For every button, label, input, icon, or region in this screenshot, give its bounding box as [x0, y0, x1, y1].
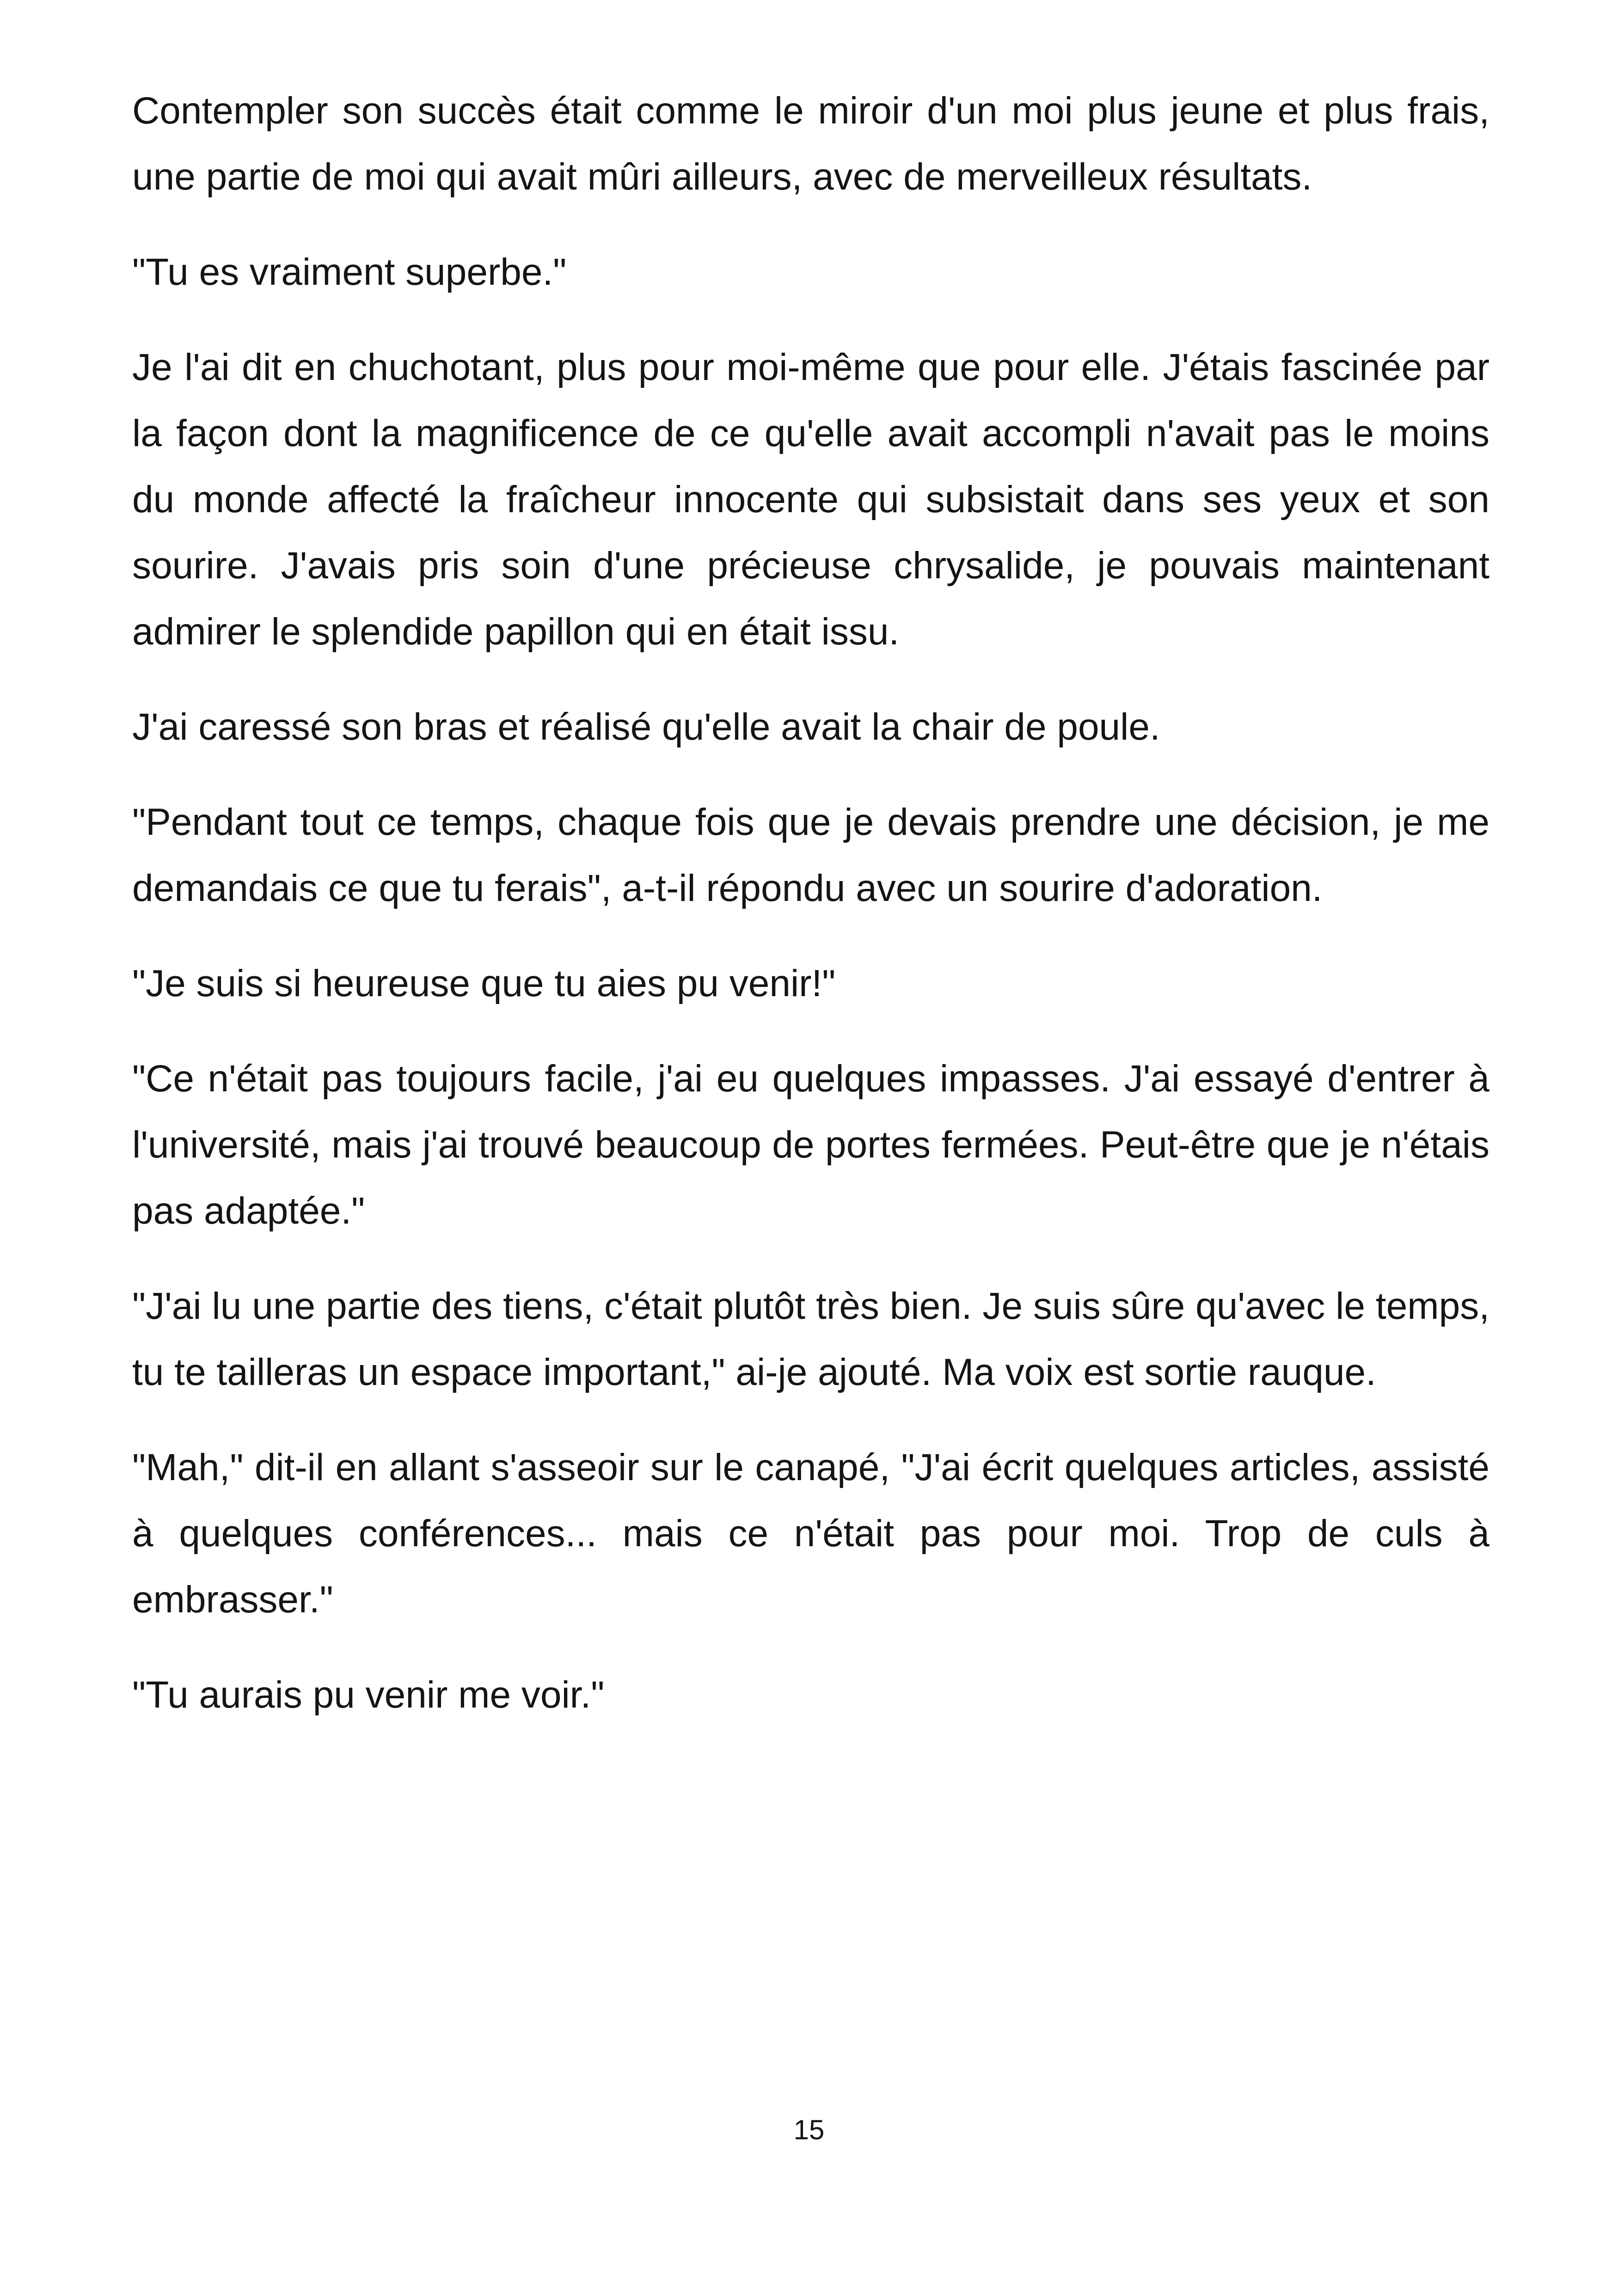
- paragraph: "Mah," dit-il en allant s'asseoir sur le canapé, "J'ai écrit quelques articles, assisté à quelques conférences... mais ce n'était pas pour moi. Trop de culs à embrasser.": [132, 1446, 1489, 1621]
- paragraph: J'ai caressé son bras et réalisé qu'elle avait la chair de poule.: [132, 706, 1160, 748]
- paragraph: Je l'ai dit en chuchotant, plus pour moi-même que pour elle. J'étais fascinée par la façon dont la magnificence de ce qu'elle avait accompli n'avait pas le moins du monde affecté la fraîcheur innocente qui subsistait dans ses yeux et son sourire. J'avais pris soin d'une précieuse chrysalide, je pouvais maintenant admirer le splendide papillon qui en était issu.: [132, 346, 1489, 653]
- paragraph: "Tu es vraiment superbe.": [132, 251, 567, 293]
- paragraph: Contempler son succès était comme le miroir d'un moi plus jeune et plus frais, une partie de moi qui avait mûri ailleurs, avec de merveilleux résultats.: [132, 90, 1489, 198]
- paragraph: "Ce n'était pas toujours facile, j'ai eu quelques impasses. J'ai essayé d'entrer à l'université, mais j'ai trouvé beaucoup de portes fermées. Peut-être que je n'étais pas adaptée.": [132, 1058, 1489, 1232]
- paragraph: "Je suis si heureuse que tu aies pu venir!": [132, 962, 836, 1004]
- body-text: [132, 78, 1489, 1757]
- page-number: 15: [793, 2114, 825, 2145]
- paragraph: "Pendant tout ce temps, chaque fois que je devais prendre une décision, je me demandais ce que tu ferais", a-t-il répondu avec un sourire d'adoration.: [132, 801, 1489, 909]
- paragraph: "Tu aurais pu venir me voir.": [132, 1674, 605, 1716]
- paragraph: "J'ai lu une partie des tiens, c'était plutôt très bien. Je suis sûre qu'avec le temps, tu te tailleras un espace important," ai-je ajouté. Ma voix est sortie rauque.: [132, 1285, 1489, 1393]
